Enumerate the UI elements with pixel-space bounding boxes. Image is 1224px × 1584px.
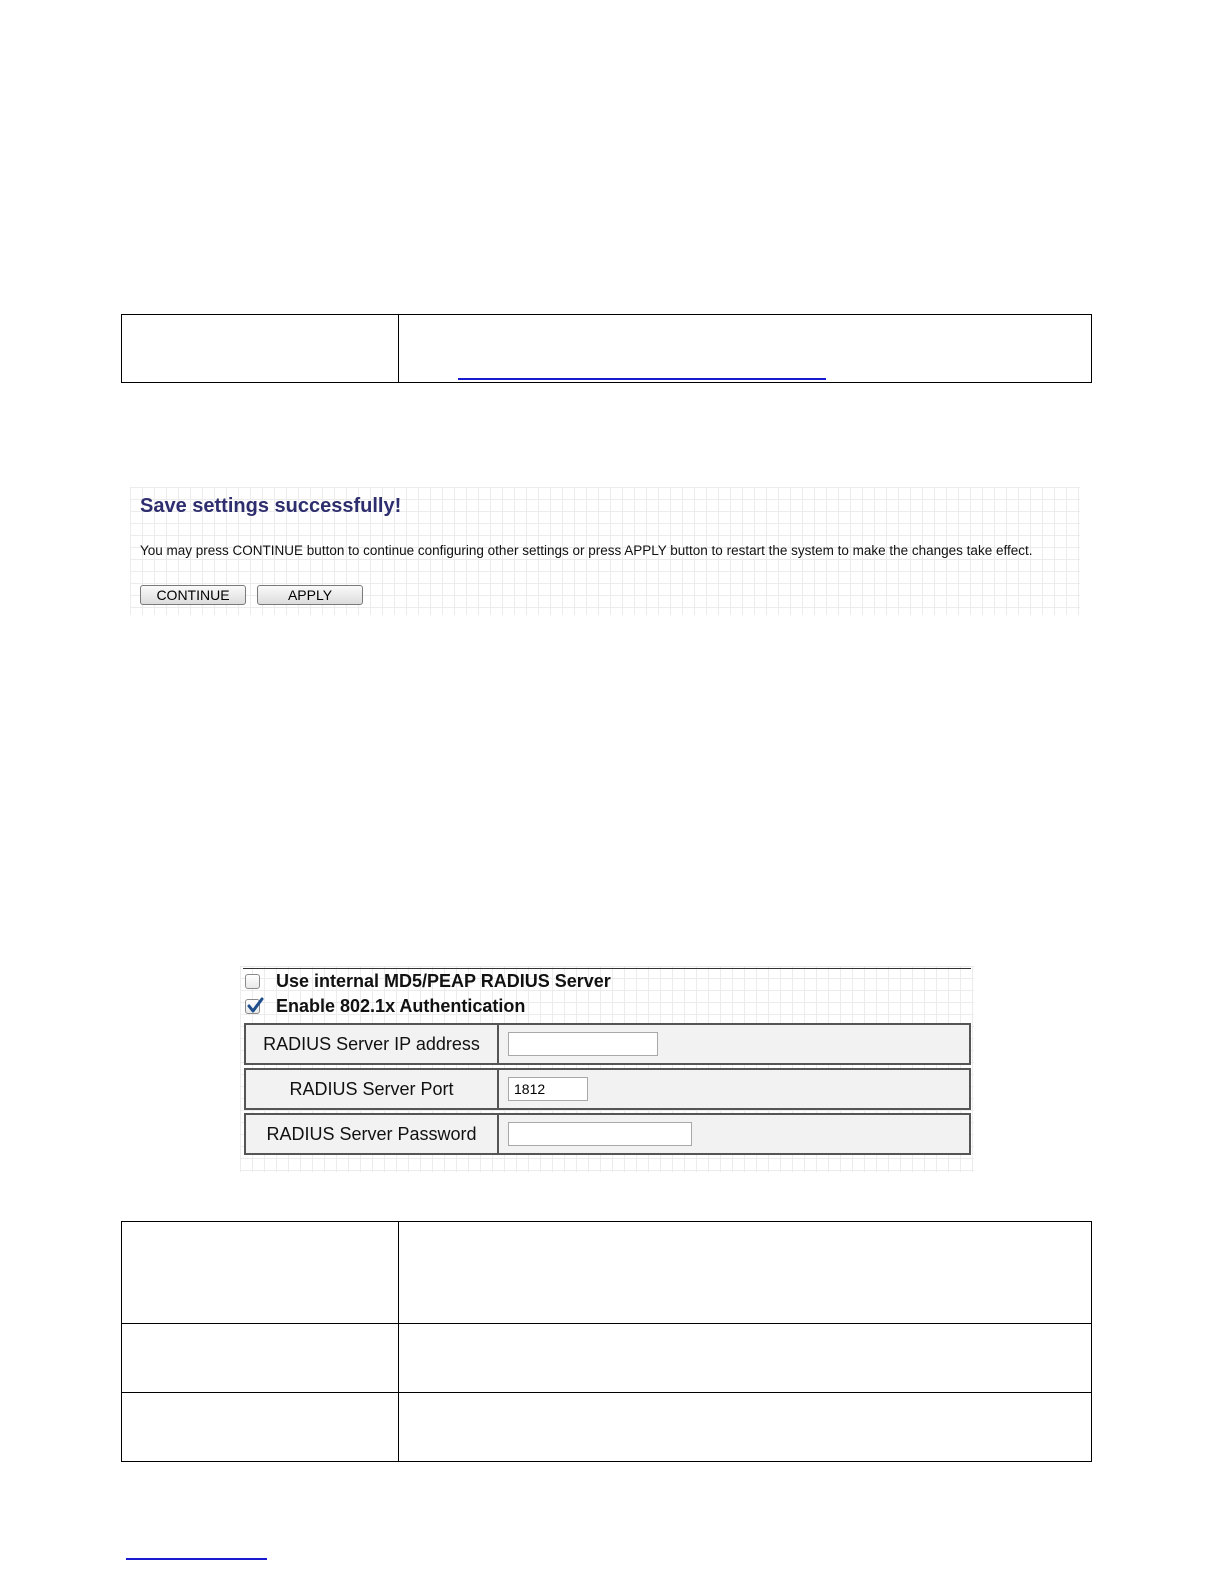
radius-port-input[interactable] (508, 1077, 588, 1101)
table-row (244, 1068, 971, 1110)
doc-table-bottom (121, 1221, 1092, 1462)
radius-settings-panel (240, 966, 974, 1172)
table-row (122, 315, 1092, 383)
save-title: Save settings successfully! (140, 495, 402, 517)
table-row (122, 1324, 1092, 1393)
enable-8021x-label: Enable 802.1x Authentication (276, 995, 526, 1016)
table-row (244, 1113, 971, 1155)
table-cell (122, 1393, 399, 1462)
hyperlink-underline[interactable] (458, 378, 826, 380)
radius-password-input[interactable] (508, 1122, 692, 1146)
apply-button[interactable]: APPLY (257, 585, 363, 605)
radius-ip-cell (499, 1023, 971, 1065)
table-row (244, 1023, 971, 1065)
continue-button[interactable]: CONTINUE (140, 585, 246, 605)
enable-8021x-option[interactable] (245, 995, 525, 1017)
divider (243, 968, 971, 969)
table-row (122, 1393, 1092, 1462)
enable-8021x-checkbox[interactable] (245, 999, 260, 1014)
radius-port-cell (499, 1068, 971, 1110)
table-cell (122, 1324, 399, 1393)
table-row (122, 1222, 1092, 1324)
table-cell (122, 315, 399, 383)
radius-ip-label: RADIUS Server IP address (244, 1023, 499, 1065)
checkmark-icon (245, 996, 265, 1016)
radius-password-label: RADIUS Server Password (244, 1113, 499, 1155)
radius-password-cell (499, 1113, 971, 1155)
radius-ip-input[interactable] (508, 1032, 658, 1056)
doc-table-top (121, 314, 1092, 383)
save-message: You may press CONTINUE button to continue configuring other settings or press APPLY button to restart the system to make the changes take effect. (140, 543, 1033, 558)
internal-radius-label: Use internal MD5/PEAP RADIUS Server (276, 970, 611, 991)
table-cell (399, 1222, 1092, 1324)
table-cell (399, 1393, 1092, 1462)
internal-radius-checkbox[interactable] (245, 974, 260, 989)
internal-radius-option[interactable] (245, 970, 611, 992)
table-cell (122, 1222, 399, 1324)
save-settings-panel (130, 487, 1080, 615)
table-cell (399, 1324, 1092, 1393)
radius-settings-table (244, 1020, 971, 1158)
footer-link-underline[interactable] (126, 1558, 267, 1560)
table-cell (399, 315, 1092, 383)
radius-port-label: RADIUS Server Port (244, 1068, 499, 1110)
